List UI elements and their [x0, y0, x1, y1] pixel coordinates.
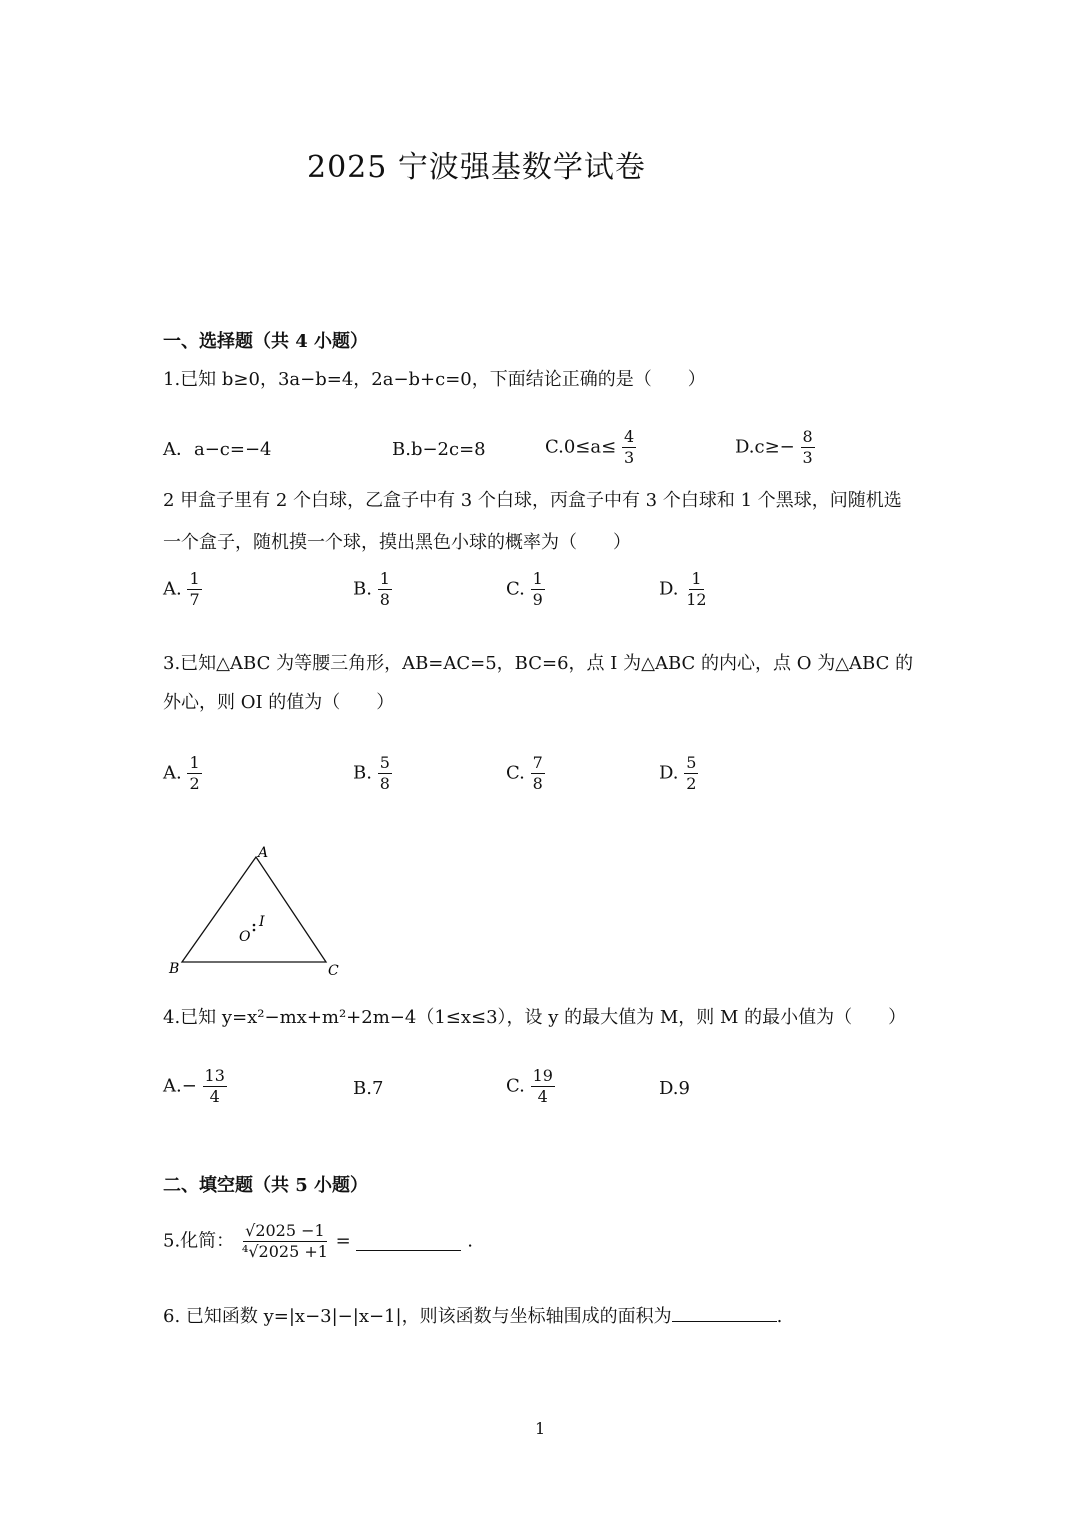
question-2-line-1: 2 甲盒子里有 2 个白球，乙盒子中有 3 个白球，丙盒子中有 3 个白球和 1 个黑球，问随机选	[163, 490, 902, 511]
option-prefix: A.−	[163, 1075, 197, 1097]
fraction-numerator: 1	[379, 569, 390, 588]
fraction-denominator: 7	[189, 590, 200, 609]
question-2-line-2: 一个盒子，随机摸一个球，摸出黑色小球的概率为（ ）	[163, 532, 631, 553]
point-label-i: I	[259, 914, 265, 930]
q4-option-b: B.7	[353, 1078, 384, 1099]
fraction-denominator: 2	[686, 774, 697, 793]
q4-option-d: D.9	[659, 1078, 690, 1099]
fraction-denominator: 3	[623, 448, 635, 467]
option-fraction	[378, 754, 392, 793]
question-3-line-1: 3.已知△ABC 为等腰三角形，AB=AC=5，BC=6，点 I 为△ABC 的内心，点 O 为△ABC 的	[163, 653, 914, 674]
q2-option-a	[163, 570, 202, 609]
question-5	[163, 1222, 473, 1261]
option-label: C.	[506, 578, 525, 600]
q3-option-b	[353, 754, 392, 793]
q1-option-c-fraction	[622, 428, 636, 467]
fraction-numerator: 13	[204, 1066, 225, 1085]
q3-option-a	[163, 754, 202, 793]
point-label-o: O	[239, 929, 251, 945]
period: .	[776, 1306, 783, 1327]
fraction-numerator: 5	[379, 753, 390, 772]
fraction-numerator: 7	[532, 753, 543, 772]
question-1-stem: 1.已知 b≥0，3a−b=4，2a−b+c=0，下面结论正确的是（ ）	[163, 369, 706, 390]
question-3-line-2: 外心，则 OI 的值为（ ）	[163, 692, 395, 713]
period: .	[467, 1230, 473, 1252]
option-fraction	[531, 754, 545, 793]
q1-option-b: B.b−2c=8	[392, 439, 486, 460]
fraction-denominator: 8	[532, 774, 543, 793]
option-fraction	[684, 570, 708, 609]
fraction-denominator: 8	[379, 590, 390, 609]
option-fraction	[378, 570, 392, 609]
answer-blank	[356, 1232, 461, 1251]
option-label: A.	[163, 762, 182, 784]
vertex-label-a: A	[258, 845, 269, 861]
fraction-numerator: 1	[189, 753, 200, 772]
fraction-denominator: 4	[209, 1087, 220, 1106]
option-prefix: C.	[506, 1075, 525, 1097]
section-heading-fill-in: 二、填空题（共 5 小题）	[163, 1175, 369, 1196]
fraction-numerator: 19	[532, 1066, 553, 1085]
option-fraction	[684, 754, 698, 793]
fraction-denominator: 8	[379, 774, 390, 793]
answer-blank	[672, 1303, 777, 1322]
question-4-stem: 4.已知 y=x²−mx+m²+2m−4（1≤x≤3），设 y 的最大值为 M，则 M 的最小值为（ ）	[163, 1007, 907, 1028]
fraction-denominator: 4	[537, 1087, 548, 1106]
question-5-prefix: 5.化简：	[163, 1230, 235, 1252]
point-o	[253, 929, 256, 932]
q1-option-d-fraction	[801, 428, 815, 467]
fraction-numerator: 5	[686, 753, 697, 772]
vertex-label-b: B	[169, 961, 180, 977]
option-fraction	[531, 570, 545, 609]
option-fraction	[187, 570, 201, 609]
question-5-fraction	[240, 1222, 330, 1261]
fraction-denominator: 2	[189, 774, 200, 793]
fraction-numerator: 1	[189, 569, 200, 588]
option-label: B.	[353, 578, 372, 600]
option-label: C.	[506, 762, 525, 784]
option-label: D.	[659, 578, 679, 600]
page-number: 1	[535, 1419, 546, 1438]
section-heading-choice: 一、选择题（共 4 小题）	[163, 331, 369, 352]
q3-option-c	[506, 754, 545, 793]
fraction-numerator: 4	[623, 427, 635, 446]
option-fraction	[531, 1067, 555, 1106]
page-title: 2025 宁波强基数学试卷	[307, 150, 646, 185]
q2-option-d	[659, 570, 709, 609]
equals-sign: =	[335, 1230, 351, 1252]
q4-option-a	[163, 1067, 227, 1106]
triangle-abc	[182, 857, 326, 962]
fraction-numerator: 1	[691, 569, 702, 588]
point-i	[253, 924, 256, 927]
triangle-figure	[160, 840, 360, 985]
option-label: D.	[659, 762, 679, 784]
option-label: A.	[163, 578, 182, 600]
fraction-denominator: 12	[686, 590, 707, 609]
fraction-numerator: 1	[532, 569, 543, 588]
q3-option-d	[659, 754, 698, 793]
vertex-label-c: C	[328, 963, 339, 979]
q1-option-d	[735, 428, 815, 467]
q1-option-a: A．a−c=−4	[163, 439, 272, 460]
question-6	[163, 1303, 782, 1328]
question-6-text: 6. 已知函数 y=|x−3|−|x−1|，则该函数与坐标轴围成的面积为	[163, 1306, 672, 1327]
fraction-denominator: 9	[532, 590, 543, 609]
fraction-numerator: 8	[802, 427, 813, 446]
q2-option-b	[353, 570, 392, 609]
q4-option-c	[506, 1067, 555, 1106]
q1-option-c	[545, 428, 636, 467]
option-fraction	[203, 1067, 227, 1106]
q1-option-d-prefix: D.c≥−	[735, 436, 795, 458]
fraction-denominator: 3	[802, 448, 813, 467]
option-fraction	[187, 754, 201, 793]
fraction-numerator: √2025 −1	[245, 1221, 325, 1240]
option-label: B.	[353, 762, 372, 784]
fraction-denominator: ⁴√2025 +1	[241, 1242, 328, 1261]
q1-option-c-prefix: C.0≤a≤	[545, 436, 617, 458]
q2-option-c	[506, 570, 545, 609]
